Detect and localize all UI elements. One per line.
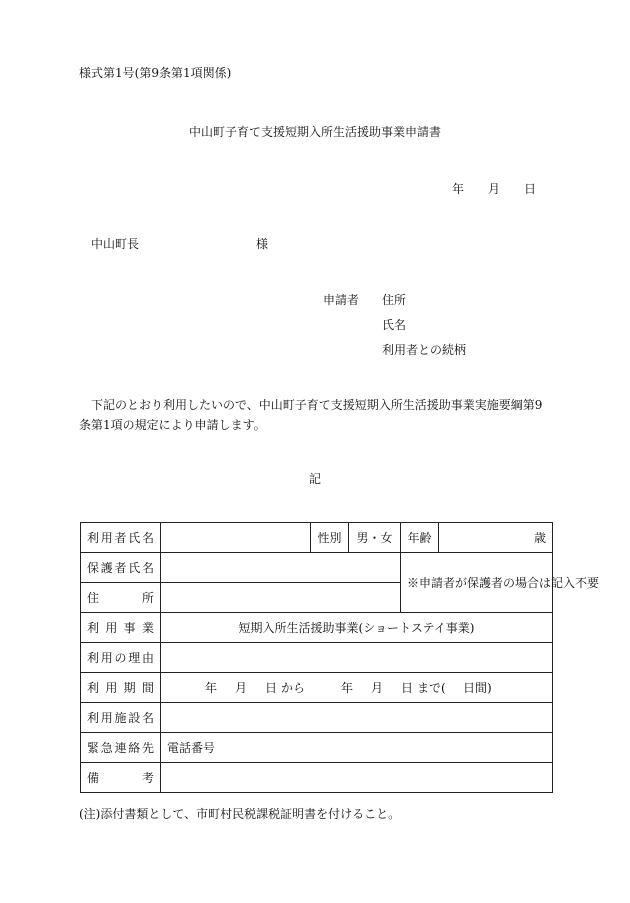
gender-label: 性別 xyxy=(311,523,349,553)
period-until-text: まで( xyxy=(417,681,446,695)
age-label: 年齢 xyxy=(401,523,439,553)
reason-label: 利用の理由 xyxy=(81,643,161,673)
date-line xyxy=(452,180,536,197)
applicant-label: 申請者 xyxy=(323,293,360,307)
period-from-day: 日 xyxy=(265,681,278,695)
period-to-day: 日 xyxy=(401,681,414,695)
remarks-label: 備 考 xyxy=(81,763,161,793)
guardian-note: ※申請者が保護者の場合は記入不要 xyxy=(401,553,553,613)
table-row-emergency xyxy=(81,733,553,763)
remarks-field[interactable] xyxy=(161,763,553,793)
user-name-label: 利用者氏名 xyxy=(81,523,161,553)
addressee xyxy=(91,235,269,252)
document-title: 中山町子育て支援短期入所生活援助事業申請書 xyxy=(188,125,441,139)
period-to-month: 月 xyxy=(371,681,384,695)
table-row-guardian-name xyxy=(81,553,553,583)
facility-field[interactable] xyxy=(161,703,553,733)
applicant-name-label: 氏名 xyxy=(382,318,407,332)
gender-options[interactable]: 男・女 xyxy=(349,523,401,553)
reason-field[interactable] xyxy=(161,643,553,673)
address-field[interactable] xyxy=(161,583,401,613)
application-table xyxy=(80,522,600,793)
guardian-name-label: 保護者氏名 xyxy=(81,553,161,583)
table-row-service xyxy=(81,613,553,643)
period-field[interactable] xyxy=(161,673,553,703)
period-label: 利用期間 xyxy=(81,673,161,703)
date-month: 月 xyxy=(488,182,501,196)
table-row-facility xyxy=(81,703,553,733)
footnote: (注)添付書類として、市町村民税課税証明書を付けること。 xyxy=(79,807,401,821)
addressee-name: 中山町長 xyxy=(91,237,140,251)
emergency-label: 緊急連絡先 xyxy=(81,733,161,763)
applicant-address-label: 住所 xyxy=(382,293,407,307)
emergency-field[interactable] xyxy=(161,733,553,763)
date-year: 年 xyxy=(452,182,465,196)
table-row-reason xyxy=(81,643,553,673)
guardian-name-field[interactable] xyxy=(161,553,401,583)
request-body-text: 下記のとおり利用したいので、中山町子育て支援短期入所生活援助事業実施要綱第9条第1項の規定により申請します。 xyxy=(79,398,543,432)
form-number: 様式第1号(第9条第1項関係) xyxy=(79,66,232,80)
service-label: 利用事業 xyxy=(81,613,161,643)
addressee-honorific: 様 xyxy=(256,237,269,251)
period-to-year: 年 xyxy=(341,681,354,695)
period-from-year: 年 xyxy=(205,681,218,695)
period-days-text: 日間) xyxy=(463,681,492,695)
period-from-text: から xyxy=(281,681,306,695)
table-row-period xyxy=(81,673,553,703)
table-row-user-name xyxy=(81,523,553,553)
applicant-relation-label: 利用者との続柄 xyxy=(382,343,467,357)
address-label: 住 所 xyxy=(81,583,161,613)
table-row-remarks xyxy=(81,763,553,793)
service-value: 短期入所生活援助事業(ショートステイ事業) xyxy=(161,613,553,643)
period-from-month: 月 xyxy=(235,681,248,695)
phone-label: 電話番号 xyxy=(167,741,216,755)
facility-label: 利用施設名 xyxy=(81,703,161,733)
ki-heading: 記 xyxy=(308,472,321,486)
age-field[interactable] xyxy=(439,523,553,553)
user-name-field[interactable] xyxy=(161,523,311,553)
age-unit: 歳 xyxy=(533,531,546,545)
date-day: 日 xyxy=(524,182,537,196)
